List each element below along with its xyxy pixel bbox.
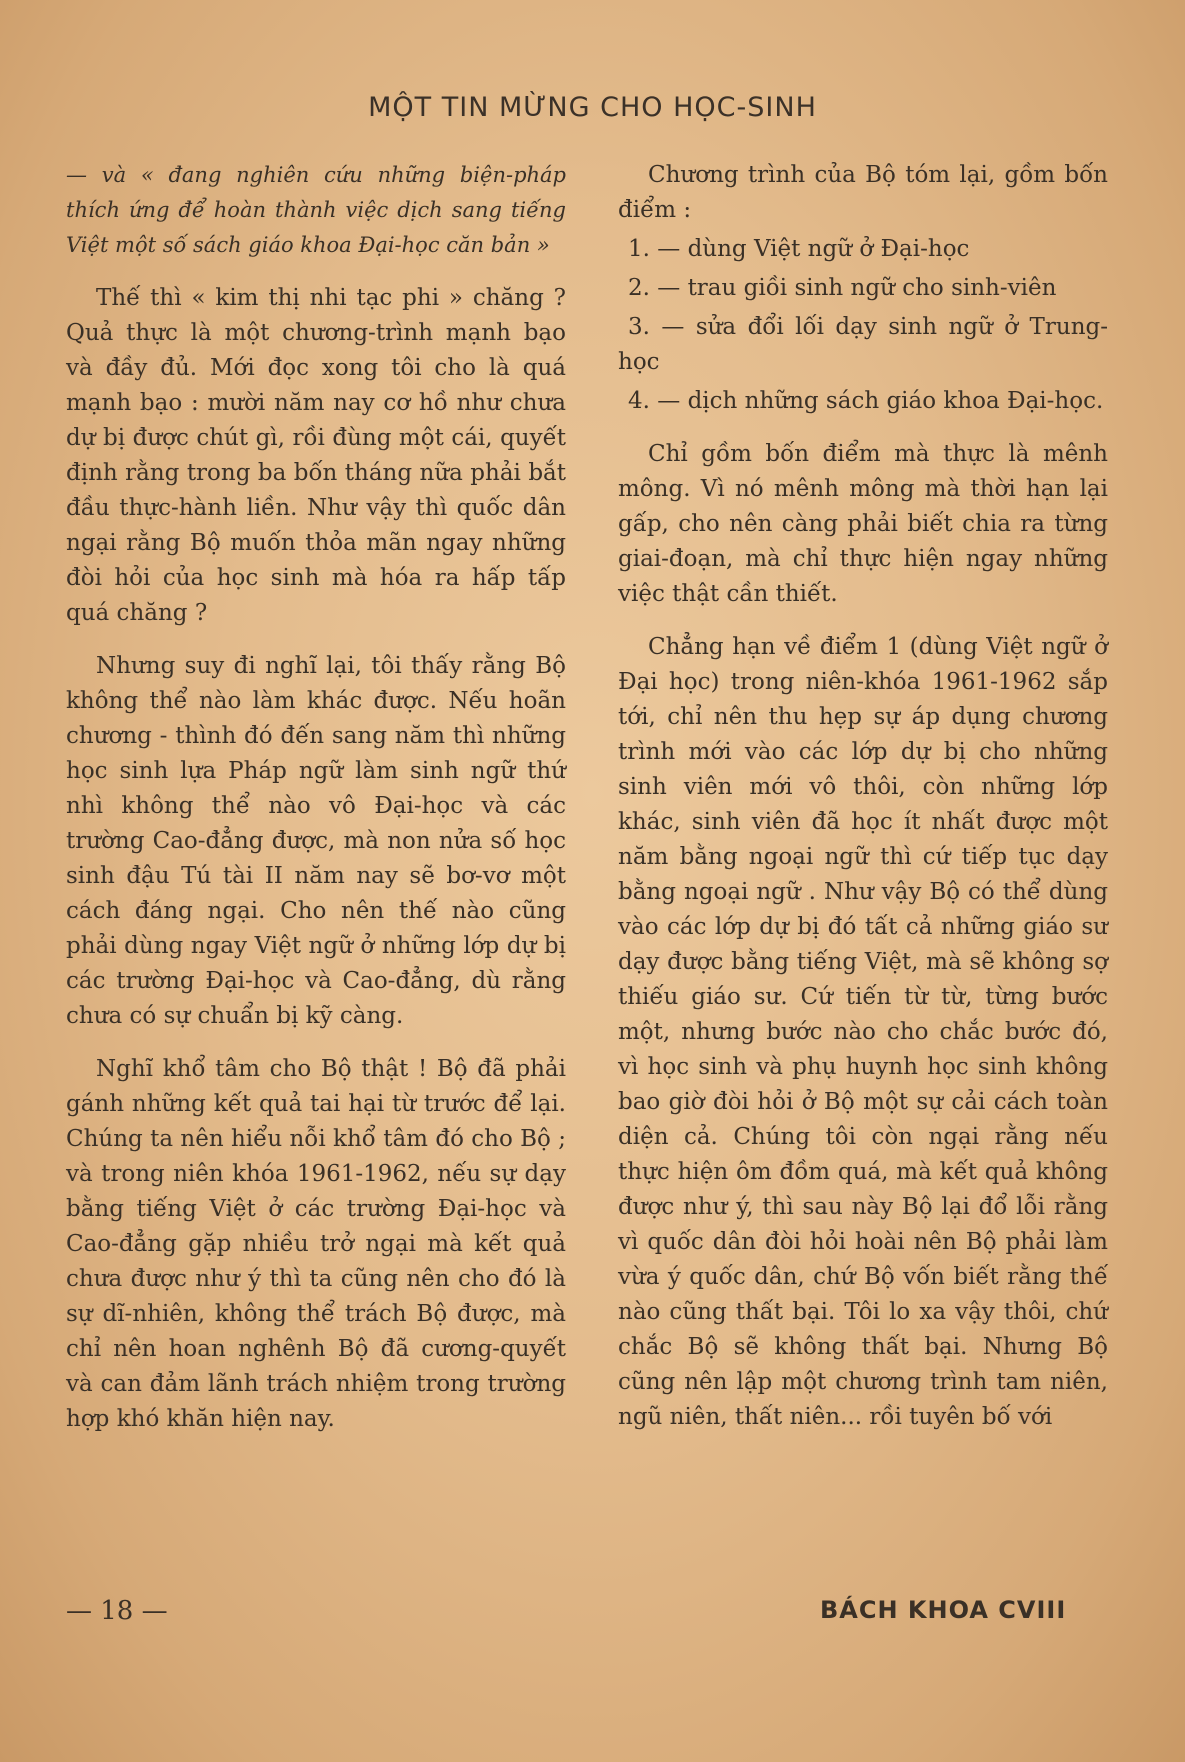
paragraph: Nhưng suy đi nghĩ lại, tôi thấy rằng Bộ không thể nào làm khác được. Nếu hoãn chương - thình đó đến sang năm thì những học sinh lựa Pháp ngữ làm sinh ngữ thứ nhì không thể nào vô Đại-học và các trường Cao-đẳng được, mà non nửa số học sinh đậu Tú tài II năm nay sẽ bơ-vơ một cách đáng ngại. Cho nên thế nào cũng phải dùng ngay Việt ngữ ở những lớp dự bị các trường Đại-học và Cao-đẳng, dù rằng chưa có sự chuẩn bị kỹ càng. bbox=[66, 653, 566, 1029]
list-item: 2. — trau giồi sinh ngữ cho sinh-viên bbox=[628, 275, 1057, 301]
right-column bbox=[618, 158, 1108, 1435]
paragraph: Chẳng hạn về điểm 1 (dùng Việt ngữ ở Đại học) trong niên-khóa 1961-1962 sắp tới, chỉ nên thu hẹp sự áp dụng chương trình mới vào các lớp dự bị cho những sinh viên mới vô thôi, còn những lớp khác, sinh viên đã học ít nhất được một năm bằng ngoại ngữ thì cứ tiếp tục dạy bằng ngoại ngữ . Như vậy Bộ có thể dùng vào các lớp dự bị đó tất cả những giáo sư dạy được bằng tiếng Việt, mà sẽ không sợ thiếu giáo sư. Cứ tiến từ từ, từng bước một, nhưng bước nào cho chắc bước đó, vì học sinh và phụ huynh học sinh không bao giờ đòi hỏi ở Bộ một sự cải cách toàn diện cả. Chúng tôi còn ngại rằng nếu thực hiện ôm đồm quá, mà kết quả không được như ý, thì sau này Bộ lại đổ lỗi rằng vì quốc dân đòi hỏi hoài nên Bộ phải làm vừa ý quốc dân, chứ Bộ vốn biết rằng thế nào cũng thất bại. Tôi lo xa vậy thôi, chứ chắc Bộ sẽ không thất bại. Nhưng Bộ cũng nên lập một chương trình tam niên, ngũ niên, thất niên... rồi tuyên bố với bbox=[618, 634, 1108, 1430]
paragraph: Thế thì « kim thị nhi tạc phi » chăng ? Quả thực là một chương-trình mạnh bạo và đầy đủ. Mới đọc xong tôi cho là quá mạnh bạo : mười năm nay cơ hồ như chưa dự bị được chút gì, rồi đùng một cái, quyết định rằng trong ba bốn tháng nữa phải bắt đầu thực-hành liền. Như vậy thì quốc dân ngại rằng Bộ muốn thỏa mãn ngay những đòi hỏi của học sinh mà hóa ra hấp tấp quá chăng ? bbox=[66, 285, 566, 626]
quoted-passage: — và « đang nghiên cứu những biện-pháp thích ứng để hoàn thành việc dịch sang tiếng Việt một số sách giáo khoa Đại-học căn bản » bbox=[66, 163, 566, 257]
page-number: — 18 — bbox=[66, 1596, 168, 1626]
list-item: 3. — sửa đổi lối dạy sinh ngữ ở Trung-học bbox=[618, 314, 1108, 375]
left-column bbox=[66, 158, 566, 1437]
publication-name: BÁCH KHOA CVIII bbox=[820, 1596, 1067, 1624]
list-item: 1. — dùng Việt ngữ ở Đại-học bbox=[628, 236, 970, 262]
paragraph: Chương trình của Bộ tóm lại, gồm bốn điểm : bbox=[618, 162, 1108, 223]
list-item: 4. — dịch những sách giáo khoa Đại-học. bbox=[628, 388, 1104, 414]
paragraph: Nghĩ khổ tâm cho Bộ thật ! Bộ đã phải gánh những kết quả tai hại từ trước để lại. Chúng ta nên hiểu nỗi khổ tâm đó cho Bộ ; và trong niên khóa 1961-1962, nếu sự dạy bằng tiếng Việt ở các trường Đại-học và Cao-đẳng gặp nhiều trở ngại mà kết quả chưa được như ý thì ta cũng nên cho đó là sự dĩ-nhiên, không thể trách Bộ được, mà chỉ nên hoan nghênh Bộ đã cương-quyết và can đảm lãnh trách nhiệm trong trường hợp khó khăn hiện nay. bbox=[66, 1056, 566, 1432]
paragraph: Chỉ gồm bốn điểm mà thực là mênh mông. Vì nó mênh mông mà thời hạn lại gấp, cho nên càng phải biết chia ra từng giai-đoạn, mà chỉ thực hiện ngay những việc thật cần thiết. bbox=[618, 441, 1108, 607]
page-title: MỘT TIN MỪNG CHO HỌC-SINH bbox=[368, 92, 817, 123]
